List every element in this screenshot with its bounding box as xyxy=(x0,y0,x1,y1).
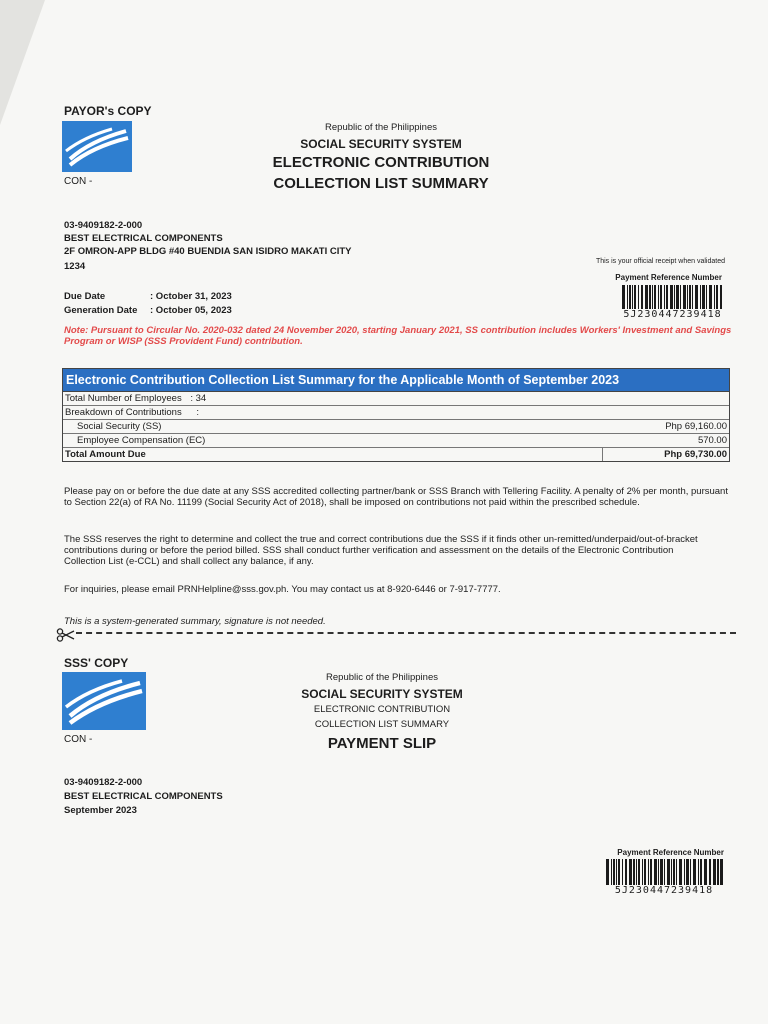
applicable-period: September 2023 xyxy=(64,805,137,816)
sss-con-label: CON - xyxy=(64,734,93,745)
employer-name: BEST ELECTRICAL COMPONENTS xyxy=(64,791,223,802)
barcode-bar xyxy=(680,285,681,309)
barcode-bar xyxy=(714,285,715,309)
total-value: Php 69,730.00 xyxy=(664,449,727,460)
page-corner-shadow xyxy=(0,0,45,125)
barcode-bar xyxy=(660,285,662,309)
barcode-bar xyxy=(686,859,689,885)
title-line1: ELECTRONIC CONTRIBUTION xyxy=(272,154,490,171)
breakdown-label: Breakdown of Contributions xyxy=(65,407,182,418)
barcode-bar xyxy=(658,859,659,885)
barcode-bar xyxy=(720,285,722,309)
generation-date-label: Generation Date xyxy=(64,305,138,316)
employer-block xyxy=(64,219,352,273)
barcode-bar xyxy=(684,859,685,885)
barcode-bar xyxy=(649,285,651,309)
barcode-bar xyxy=(673,859,675,885)
barcode-bar xyxy=(613,859,615,885)
barcode-bar xyxy=(676,859,677,885)
ec-value: 570.00 xyxy=(697,435,727,446)
barcode-bar xyxy=(641,285,643,309)
republic-text: Republic of the Philippines xyxy=(325,122,437,133)
barcode-bar xyxy=(650,859,652,885)
payor-copy-label: PAYOR's COPY xyxy=(64,104,152,118)
barcode-bar xyxy=(622,859,623,885)
barcode-bar xyxy=(690,859,691,885)
barcode-bar xyxy=(632,285,633,309)
system-generated-note: This is a system-generated summary, signature is not needed. xyxy=(64,616,326,627)
barcode-bar xyxy=(654,285,656,309)
barcode-bar xyxy=(700,859,702,885)
barcode-bar xyxy=(658,285,659,309)
barcode-bar xyxy=(629,859,632,885)
barcode-bar xyxy=(676,285,679,309)
title-line2: COLLECTION LIST SUMMARY xyxy=(273,175,489,192)
receipt-note: This is your official receipt when validated xyxy=(595,258,725,265)
barcode-bar xyxy=(687,285,688,309)
sss-prn-label: Payment Reference Number xyxy=(617,848,724,857)
barcode-bar xyxy=(618,859,620,885)
barcode-bar xyxy=(700,285,701,309)
cut-line xyxy=(76,632,736,634)
agency-name: SOCIAL SECURITY SYSTEM xyxy=(300,137,462,151)
ss-value: Php 69,160.00 xyxy=(665,421,727,432)
barcode-bar xyxy=(644,859,646,885)
barcode-bar xyxy=(689,285,691,309)
barcode-bar xyxy=(698,859,699,885)
payor-prn-label: Payment Reference Number xyxy=(615,273,722,282)
employer-number: 03-9409182-2-000 xyxy=(64,220,143,231)
barcode-bar xyxy=(671,859,672,885)
barcode-bar xyxy=(720,859,723,885)
ec-row xyxy=(63,434,729,448)
barcode-bar xyxy=(716,285,718,309)
payor-prn-number: 5J230447239418 xyxy=(623,309,722,320)
barcode-bar xyxy=(622,285,625,309)
barcode-bar xyxy=(616,859,617,885)
barcode-bar xyxy=(683,285,686,309)
barcode-bar xyxy=(642,859,643,885)
payor-header xyxy=(236,122,526,192)
employer-number: 03-9409182-2-000 xyxy=(64,777,143,788)
barcode-bar xyxy=(648,859,649,885)
barcode-bar xyxy=(670,285,673,309)
barcode-bar xyxy=(625,859,627,885)
total-label: Total Amount Due xyxy=(65,449,146,460)
ss-label: Social Security (SS) xyxy=(77,421,162,432)
sss-logo-icon xyxy=(62,672,146,730)
employees-value: : 34 xyxy=(190,393,207,404)
barcode-bar xyxy=(704,859,707,885)
barcode-bar xyxy=(693,859,696,885)
barcode-bar xyxy=(679,859,682,885)
barcode-bar xyxy=(645,285,648,309)
barcode-bar xyxy=(664,859,665,885)
sss-prn-number: 5J230447239418 xyxy=(614,885,714,896)
barcode-bar xyxy=(674,285,675,309)
barcode-bar xyxy=(692,285,693,309)
barcode-bar xyxy=(627,285,628,309)
barcode-bar xyxy=(709,859,711,885)
barcode-bar xyxy=(611,859,612,885)
republic-text: Republic of the Philippines xyxy=(326,672,438,683)
employer-address: 2F OMRON-APP BLDG #40 BUENDIA SAN ISIDRO MAKATI CITY xyxy=(64,246,352,257)
employer-name: BEST ELECTRICAL COMPONENTS xyxy=(64,233,223,244)
barcode-bar xyxy=(638,859,640,885)
barcode-bar xyxy=(667,859,670,885)
summary-header: Electronic Contribution Collection List Summary for the Applicable Month of September 2023 xyxy=(63,369,729,392)
verification-paragraph: The SSS reserves the right to determine and collect the true and correct contributions due the SSS if it finds other un-remitted/underpaid/out-of-bracket contributions during or before the period billed. SSS shall conduct further verification and assessment on the details of the Electronic Contribution Collection List (e-CCL) and shall collect any balance, if any. xyxy=(64,534,698,567)
employer-zip: 1234 xyxy=(64,261,86,272)
barcode-bar xyxy=(634,285,636,309)
sss-header xyxy=(266,672,498,752)
barcode-bar xyxy=(629,285,631,309)
payor-con-label: CON - xyxy=(64,176,93,187)
barcode-bar xyxy=(664,285,665,309)
generation-date-value: : October 05, 2023 xyxy=(150,305,232,316)
barcode-bar xyxy=(713,859,716,885)
employees-label: Total Number of Employees xyxy=(65,393,182,404)
barcode-bar xyxy=(638,285,639,309)
payor-barcode xyxy=(622,285,722,309)
barcode-bar xyxy=(666,285,668,309)
barcode-bar xyxy=(702,285,705,309)
title-line2: COLLECTION LIST SUMMARY xyxy=(314,719,450,730)
barcode-bar xyxy=(606,859,609,885)
inquiries-paragraph: For inquiries, please email PRNHelpline@sss.gov.ph. You may contact us at 8-920-6446 or 7-917-7777. xyxy=(64,584,501,595)
barcode-bar xyxy=(654,859,657,885)
breakdown-row xyxy=(63,406,729,420)
sss-logo-icon xyxy=(62,121,132,172)
payment-slip-title: PAYMENT SLIP xyxy=(327,735,437,752)
barcode-bar xyxy=(695,285,698,309)
barcode-bar xyxy=(660,859,663,885)
total-row xyxy=(63,448,729,461)
title-line1: ELECTRONIC CONTRIBUTION xyxy=(313,704,451,715)
payment-paragraph: Please pay on or before the due date at any SSS accredited collecting partner/bank or SSS Branch with Tellering Facility. A penalty of 2% per month, pursuant to Section 22(a) of RA No. 11199 (Social Security Act of 2018), shall be imposed on contributions not paid within the prescribed schedule. xyxy=(64,486,728,508)
sss-employer-block xyxy=(64,776,223,818)
dates-block xyxy=(64,290,232,318)
barcode-bar xyxy=(633,859,635,885)
due-date-value: : October 31, 2023 xyxy=(150,291,232,302)
barcode-bar xyxy=(706,285,707,309)
wisp-note: Note: Pursuant to Circular No. 2020-032 dated 24 November 2020, starting January 2021, SS contribution includes Workers' Investment and Savings Program or WISP (SSS Provident Fund) contribution. xyxy=(64,325,732,347)
due-date-label: Due Date xyxy=(64,291,106,302)
sss-barcode xyxy=(606,859,724,885)
barcode-bar xyxy=(636,859,637,885)
sss-copy-label: SSS' COPY xyxy=(64,656,129,670)
ss-row xyxy=(63,420,729,434)
barcode-bar xyxy=(709,285,712,309)
employees-row xyxy=(63,392,729,406)
contribution-summary-table xyxy=(62,368,730,462)
barcode-bar xyxy=(717,859,719,885)
ec-label: Employee Compensation (EC) xyxy=(77,435,206,446)
scissors-icon xyxy=(56,628,76,642)
barcode-bar xyxy=(652,285,653,309)
breakdown-colon: : xyxy=(196,407,199,418)
agency-name: SOCIAL SECURITY SYSTEM xyxy=(301,687,463,701)
